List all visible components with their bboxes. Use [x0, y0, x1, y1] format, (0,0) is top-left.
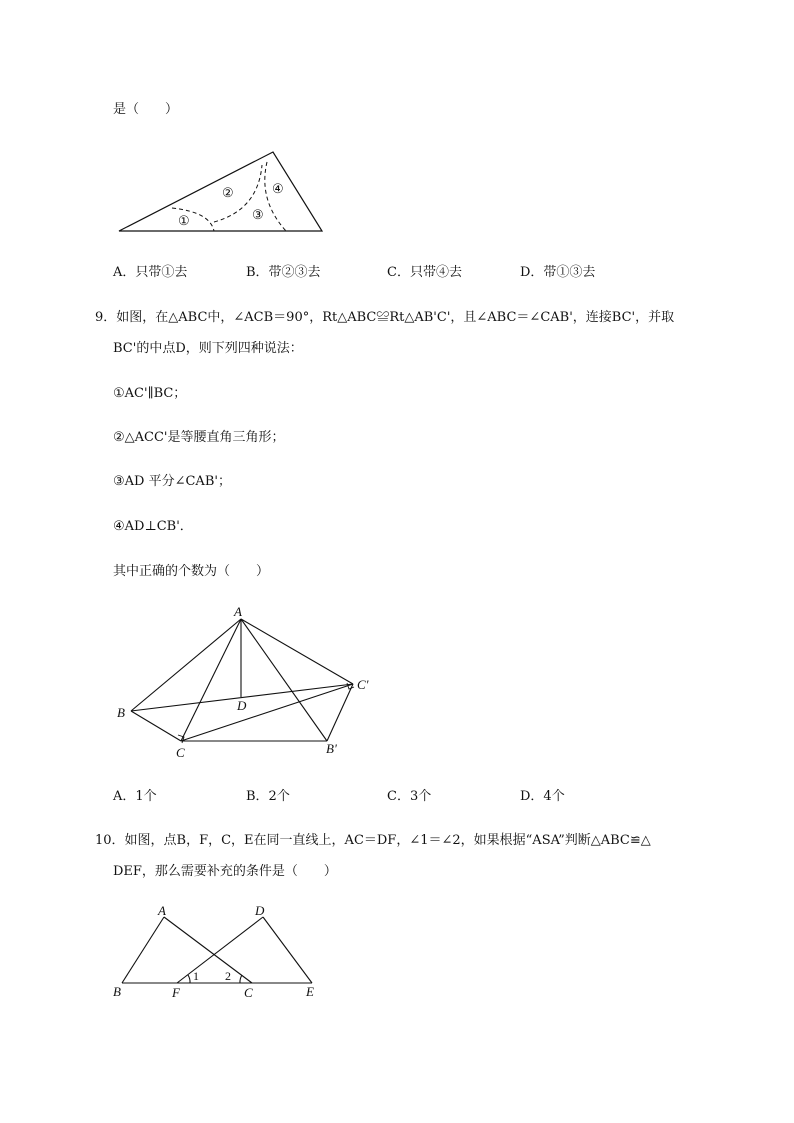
q9-option-c: C．3个 — [387, 789, 432, 804]
q8-label-4: ④ — [272, 181, 284, 196]
q9-statement-2: ②△ACC'是等腰直角三角形； — [113, 430, 285, 445]
q8-label-3: ③ — [252, 207, 264, 222]
q10-label-A: A — [158, 903, 166, 918]
q10-label-B: B — [113, 984, 121, 999]
q10-label-C: C — [244, 985, 253, 1000]
q8-label-1: ① — [178, 213, 190, 228]
q10-line2: DEF，那么需要补充的条件是（ ） — [113, 864, 337, 879]
q9-statement-1: ①AC'∥BC； — [113, 386, 187, 401]
q10-label-D: D — [255, 903, 265, 918]
q10-seg-AC — [164, 917, 252, 983]
q10-angle-2-arc — [240, 975, 242, 983]
q10-label-F: F — [172, 985, 180, 1000]
q9-line2: BC'的中点D，则下列四种说法： — [113, 341, 303, 356]
q10-seg-BA — [122, 917, 164, 983]
q9-label-B-prime: B' — [326, 741, 337, 756]
q9-label-A: A — [234, 604, 242, 619]
q9-option-b: B．2个 — [246, 789, 290, 804]
q8-stem-tail: 是（ ） — [113, 102, 179, 117]
q9-option-d: D．4个 — [520, 789, 565, 804]
q10-angle-1-arc — [188, 975, 190, 983]
q9-label-B: B — [117, 705, 125, 720]
q8-option-a: A．只带①去 — [113, 265, 188, 280]
q10-label-angle-2: 2 — [225, 969, 231, 983]
q9-label-C-prime: C' — [357, 677, 369, 692]
q9-statement-4: ④AD⊥CB'． — [113, 519, 193, 534]
q9-label-C: C — [176, 745, 185, 760]
q8-option-b: B．带②③去 — [246, 265, 321, 280]
q9-line1: 9．如图，在△ABC中，∠ACB＝90°，Rt△ABC≌Rt△AB'C'，且∠ABC＝∠CAB'，连接BC'，并取 — [95, 310, 675, 325]
q9-statement-3: ③AD 平分∠CAB'； — [113, 474, 231, 489]
q9-option-a: A．1个 — [113, 789, 157, 804]
q8-option-c: C．只带④去 — [387, 265, 462, 280]
q10-seg-FD — [177, 917, 263, 983]
q9-label-D: D — [237, 698, 247, 713]
q10-seg-DE — [263, 917, 312, 983]
q8-option-d: D．带①③去 — [520, 265, 596, 280]
q10-label-angle-1: 1 — [193, 969, 199, 983]
q8-label-2: ② — [222, 185, 234, 200]
q10-line1: 10．如图，点B，F，C，E在同一直线上，AC＝DF，∠1＝∠2，如果根据“ASA”判断△ABC≌△ — [95, 833, 651, 848]
q10-label-E: E — [306, 984, 314, 999]
q9-question: 其中正确的个数为（ ） — [113, 564, 270, 579]
